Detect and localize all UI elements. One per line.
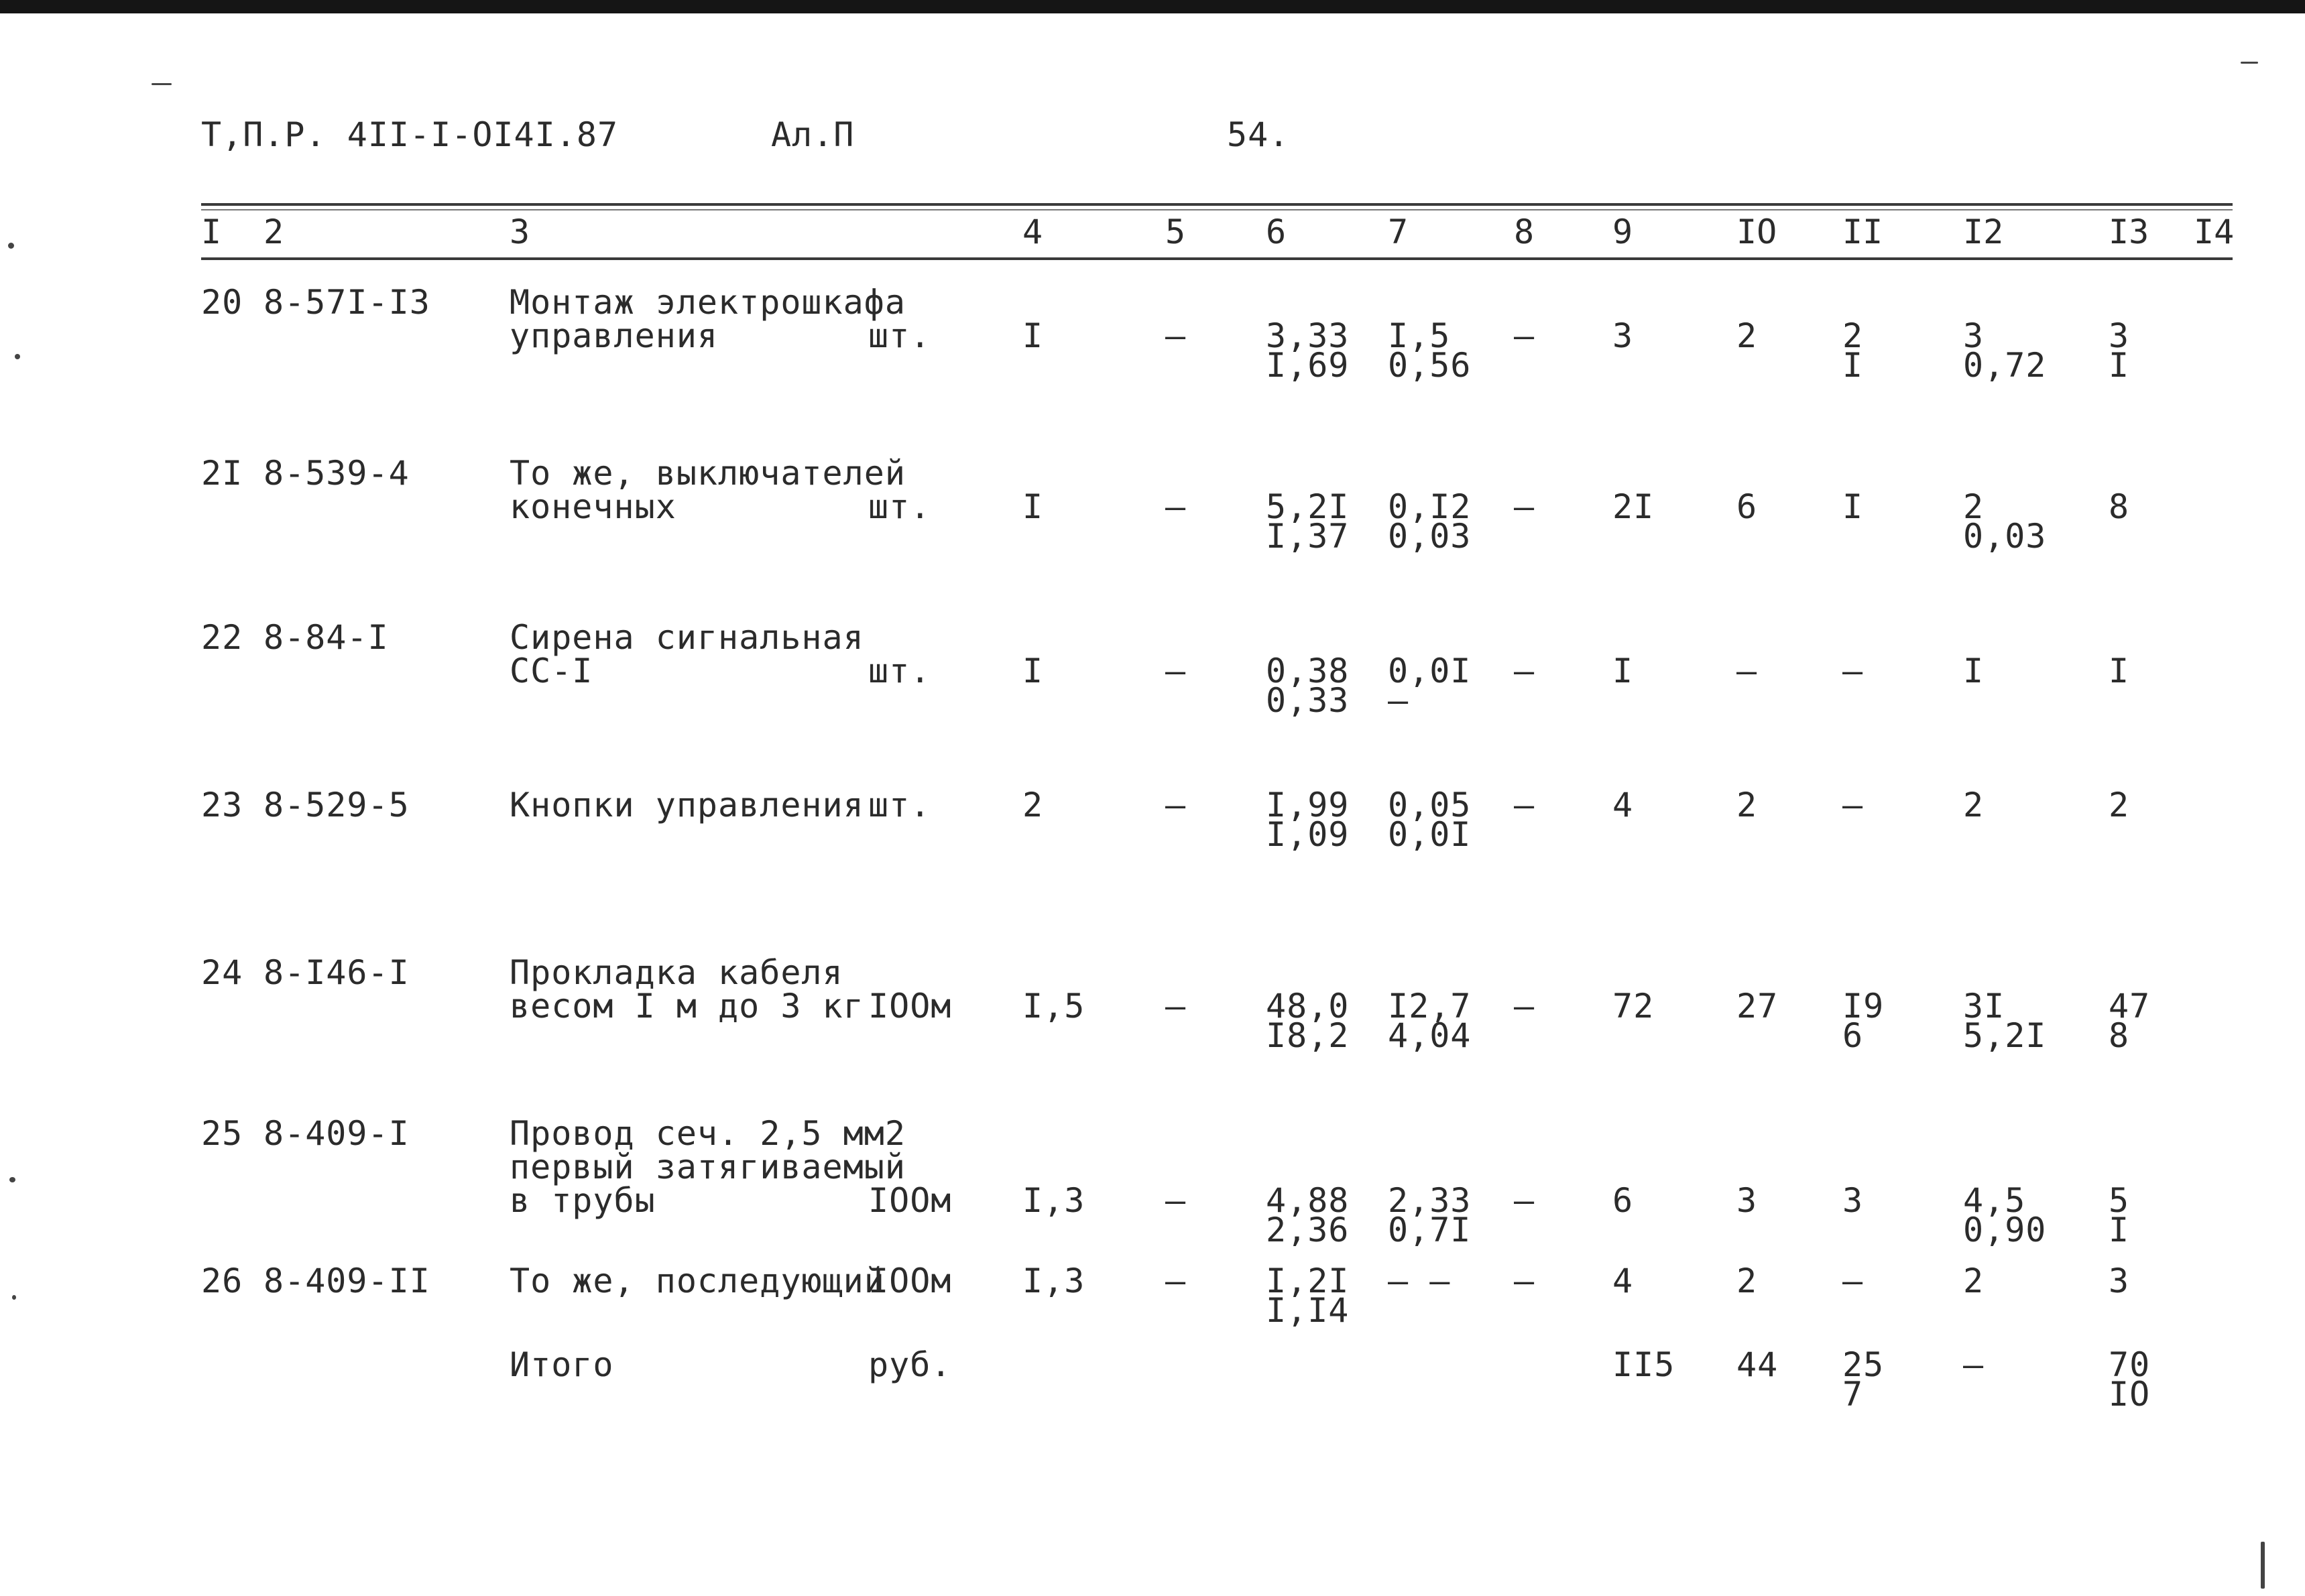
row-number: 26 bbox=[201, 1262, 243, 1300]
row-description: весом I м до 3 кг bbox=[510, 987, 864, 1026]
row-col8: – bbox=[1514, 786, 1535, 824]
row-c13: 5 bbox=[2109, 1181, 2130, 1220]
row-c7: 0,0I bbox=[1388, 652, 1472, 690]
row-c7: – – bbox=[1388, 1262, 1451, 1300]
header-rule-bottom bbox=[201, 257, 2233, 260]
row-c7: 0,7I bbox=[1388, 1211, 1472, 1249]
row-c6: I,99 bbox=[1266, 786, 1350, 824]
column-number-2: 2 bbox=[263, 212, 284, 251]
scan-mark bbox=[12, 1295, 16, 1300]
row-number: 22 bbox=[201, 618, 243, 657]
column-number-14: I4 bbox=[2194, 212, 2235, 251]
row-unit: IOOм bbox=[868, 1262, 952, 1300]
row-description: первый затягиваемый bbox=[510, 1148, 906, 1186]
row-c12: 3 bbox=[1963, 316, 1985, 355]
column-number-12: I2 bbox=[1963, 212, 2004, 251]
row-c12: 0,03 bbox=[1963, 517, 2047, 556]
row-c11: – bbox=[1842, 1262, 1864, 1300]
row-c7: – bbox=[1388, 681, 1409, 720]
row-c11: 2 bbox=[1842, 316, 1864, 355]
row-col9: 4 bbox=[1612, 786, 1634, 824]
row-c11: I bbox=[1842, 346, 1864, 385]
album-label: Ал.П bbox=[771, 115, 855, 154]
row-c6: I,69 bbox=[1266, 346, 1350, 385]
row-c6: 4,88 bbox=[1266, 1181, 1350, 1220]
row-code: 8-539-4 bbox=[263, 454, 410, 493]
row-description: СС-I bbox=[510, 652, 593, 690]
row-col9: I bbox=[1612, 652, 1634, 690]
row-quantity: I bbox=[1022, 487, 1044, 526]
row-c13: 3 bbox=[2109, 1262, 2130, 1300]
row-c6: 5,2I bbox=[1266, 487, 1350, 526]
total-col9: II5 bbox=[1612, 1345, 1675, 1384]
row-c6: 0,38 bbox=[1266, 652, 1350, 690]
row-col8: – bbox=[1514, 987, 1535, 1026]
row-c12: 2 bbox=[1963, 487, 1985, 526]
row-col10: 3 bbox=[1736, 1181, 1758, 1220]
row-code: 8-409-II bbox=[263, 1262, 430, 1300]
scan-top-edge bbox=[0, 0, 2305, 13]
row-col5: – bbox=[1165, 1262, 1187, 1300]
row-description: Кнопки управления bbox=[510, 786, 864, 824]
row-c11: 6 bbox=[1842, 1016, 1864, 1055]
row-description: Прокладка кабеля bbox=[510, 953, 843, 992]
row-code: 8-57I-I3 bbox=[263, 283, 430, 322]
row-quantity: I bbox=[1022, 652, 1044, 690]
row-c7: 0,56 bbox=[1388, 346, 1472, 385]
row-col9: 3 bbox=[1612, 316, 1634, 355]
page-number: 54. bbox=[1227, 115, 1290, 154]
row-description: в трубы bbox=[510, 1181, 656, 1220]
row-col10: 2 bbox=[1736, 316, 1758, 355]
row-col9: 2I bbox=[1612, 487, 1655, 526]
row-col8: – bbox=[1514, 1262, 1535, 1300]
row-col10: 27 bbox=[1736, 987, 1779, 1026]
total-col13: IO bbox=[2109, 1375, 2151, 1414]
row-c13: 8 bbox=[2109, 487, 2130, 526]
row-quantity: 2 bbox=[1022, 786, 1044, 824]
row-col5: – bbox=[1165, 987, 1187, 1026]
column-number-10: IO bbox=[1736, 212, 1777, 251]
row-unit: шт. bbox=[868, 487, 931, 526]
row-c6: I,I4 bbox=[1266, 1291, 1350, 1330]
row-col10: 6 bbox=[1736, 487, 1758, 526]
row-unit: шт. bbox=[868, 652, 931, 690]
row-c6: 0,33 bbox=[1266, 681, 1350, 720]
row-col9: 4 bbox=[1612, 1262, 1634, 1300]
row-c13: I bbox=[2109, 346, 2130, 385]
row-c7: I2,7 bbox=[1388, 987, 1472, 1026]
row-description: Монтаж электрошкафа bbox=[510, 283, 906, 322]
scan-mark bbox=[8, 243, 14, 249]
row-number: 24 bbox=[201, 953, 243, 992]
row-col5: – bbox=[1165, 786, 1187, 824]
total-label: Итого bbox=[510, 1345, 614, 1384]
row-col5: – bbox=[1165, 487, 1187, 526]
row-code: 8-I46-I bbox=[263, 953, 410, 992]
column-number-9: 9 bbox=[1612, 212, 1633, 251]
row-c7: 0,I2 bbox=[1388, 487, 1472, 526]
document-code: Т,П.Р. 4II-I-OI4I.87 bbox=[201, 115, 619, 154]
row-c6: 2,36 bbox=[1266, 1211, 1350, 1249]
row-description: То же, выключателей bbox=[510, 454, 906, 493]
row-unit: IOOм bbox=[868, 987, 952, 1026]
column-number-13: I3 bbox=[2109, 212, 2149, 251]
scan-mark bbox=[2241, 62, 2258, 64]
row-col9: 6 bbox=[1612, 1181, 1634, 1220]
row-quantity: I,3 bbox=[1022, 1181, 1085, 1220]
column-number-11: II bbox=[1842, 212, 1883, 251]
row-col5: – bbox=[1165, 1181, 1187, 1220]
row-col9: 72 bbox=[1612, 987, 1655, 1026]
row-c11: I bbox=[1842, 487, 1864, 526]
row-unit: шт. bbox=[868, 786, 931, 824]
row-col8: – bbox=[1514, 652, 1535, 690]
row-c12: 4,5 bbox=[1963, 1181, 2026, 1220]
row-c6: I,37 bbox=[1266, 517, 1350, 556]
row-c13: I bbox=[2109, 652, 2130, 690]
row-c12: I bbox=[1963, 652, 1985, 690]
header-rule-top-2 bbox=[201, 209, 2233, 210]
row-c6: I8,2 bbox=[1266, 1016, 1350, 1055]
row-col10: 2 bbox=[1736, 786, 1758, 824]
row-c11: – bbox=[1842, 652, 1864, 690]
header-rule-top bbox=[201, 203, 2233, 206]
row-c6: 3,33 bbox=[1266, 316, 1350, 355]
row-c7: 2,33 bbox=[1388, 1181, 1472, 1220]
row-col8: – bbox=[1514, 1181, 1535, 1220]
row-c13: 47 bbox=[2109, 987, 2151, 1026]
total-col10: 44 bbox=[1736, 1345, 1779, 1384]
column-number-7: 7 bbox=[1388, 212, 1409, 251]
row-c6: 48,0 bbox=[1266, 987, 1350, 1026]
row-c13: I bbox=[2109, 1211, 2130, 1249]
row-description: Провод сеч. 2,5 мм2 bbox=[510, 1114, 906, 1153]
row-col8: – bbox=[1514, 487, 1535, 526]
row-number: 2I bbox=[201, 454, 243, 493]
row-col5: – bbox=[1165, 316, 1187, 355]
row-col8: – bbox=[1514, 316, 1535, 355]
row-code: 8-84-I bbox=[263, 618, 389, 657]
column-number-6: 6 bbox=[1266, 212, 1287, 251]
column-number-3: 3 bbox=[510, 212, 530, 251]
row-c7: I,5 bbox=[1388, 316, 1451, 355]
row-unit: шт. bbox=[868, 316, 931, 355]
row-description: Сирена сигнальная bbox=[510, 618, 864, 657]
row-unit: IOOм bbox=[868, 1181, 952, 1220]
column-number-1: I bbox=[201, 212, 222, 251]
row-c7: 0,0I bbox=[1388, 815, 1472, 854]
row-c12: 0,90 bbox=[1963, 1211, 2047, 1249]
row-number: 25 bbox=[201, 1114, 243, 1153]
scan-mark bbox=[9, 1177, 15, 1182]
row-quantity: I,5 bbox=[1022, 987, 1085, 1026]
row-c7: 0,03 bbox=[1388, 517, 1472, 556]
row-description: конечных bbox=[510, 487, 676, 526]
total-col12: – bbox=[1963, 1345, 1985, 1384]
row-c12: 2 bbox=[1963, 1262, 1985, 1300]
total-unit: руб. bbox=[868, 1345, 952, 1384]
scan-mark bbox=[2261, 1542, 2265, 1589]
row-code: 8-529-5 bbox=[263, 786, 410, 824]
row-c12: 3I bbox=[1963, 987, 2005, 1026]
row-code: 8-409-I bbox=[263, 1114, 410, 1153]
column-number-8: 8 bbox=[1514, 212, 1535, 251]
row-c13: 3 bbox=[2109, 316, 2130, 355]
row-quantity: I bbox=[1022, 316, 1044, 355]
row-quantity: I,3 bbox=[1022, 1262, 1085, 1300]
row-c11: – bbox=[1842, 786, 1864, 824]
row-c13: 8 bbox=[2109, 1016, 2130, 1055]
row-description: управления bbox=[510, 316, 719, 355]
row-c12: 5,2I bbox=[1963, 1016, 2047, 1055]
scan-mark bbox=[15, 354, 20, 359]
row-c6: I,2I bbox=[1266, 1262, 1350, 1300]
row-col10: – bbox=[1736, 652, 1758, 690]
total-col11: 25 bbox=[1842, 1345, 1885, 1384]
row-number: 23 bbox=[201, 786, 243, 824]
row-number: 20 bbox=[201, 283, 243, 322]
row-c12: 0,72 bbox=[1963, 346, 2047, 385]
row-description: То же, последующий bbox=[510, 1262, 885, 1300]
row-c13: 2 bbox=[2109, 786, 2130, 824]
column-number-5: 5 bbox=[1165, 212, 1186, 251]
row-c7: 4,04 bbox=[1388, 1016, 1472, 1055]
row-c11: I9 bbox=[1842, 987, 1885, 1026]
total-col13: 70 bbox=[2109, 1345, 2151, 1384]
column-number-4: 4 bbox=[1022, 212, 1043, 251]
row-c11: 3 bbox=[1842, 1181, 1864, 1220]
scan-mark bbox=[152, 83, 172, 85]
row-c6: I,09 bbox=[1266, 815, 1350, 854]
total-col11: 7 bbox=[1842, 1375, 1864, 1414]
row-c12: 2 bbox=[1963, 786, 1985, 824]
row-c7: 0,05 bbox=[1388, 786, 1472, 824]
row-col10: 2 bbox=[1736, 1262, 1758, 1300]
row-col5: – bbox=[1165, 652, 1187, 690]
